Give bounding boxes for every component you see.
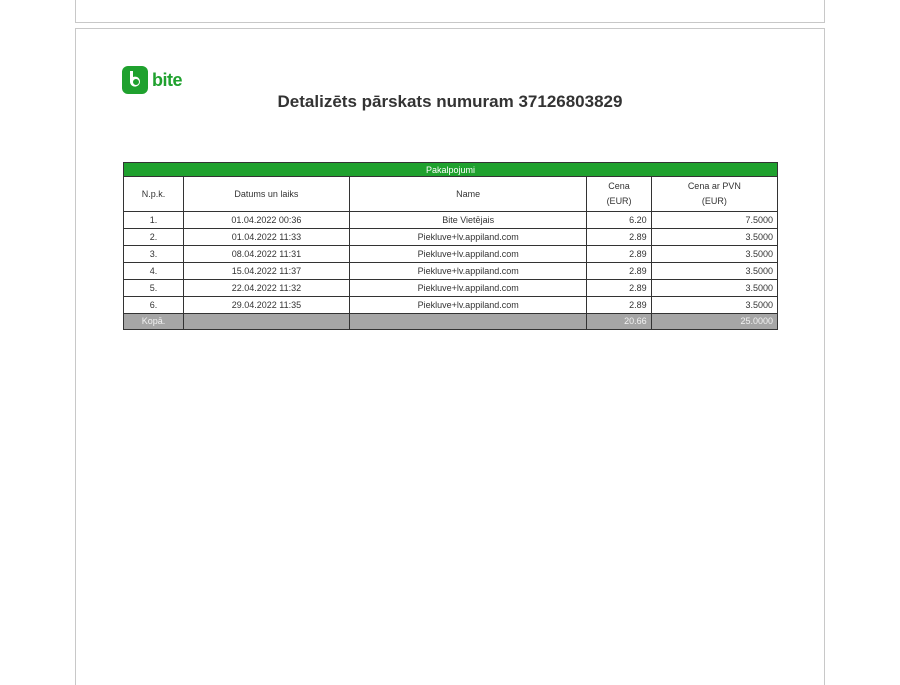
cell-price: 2.89 [587, 246, 651, 263]
table-row [124, 297, 778, 314]
cell-datetime: 01.04.2022 11:33 [183, 229, 349, 246]
cell-datetime: 01.04.2022 00:36 [183, 212, 349, 229]
cell-price: 2.89 [587, 297, 651, 314]
cell-datetime: 08.04.2022 11:31 [183, 246, 349, 263]
total-price-vat: 25.0000 [651, 314, 777, 330]
table-row [124, 212, 778, 229]
cell-datetime: 22.04.2022 11:32 [183, 280, 349, 297]
section-title: Pakalpojumi [124, 163, 778, 177]
section-header-row [124, 163, 778, 177]
cell-price-vat: 3.5000 [651, 229, 777, 246]
cell-datetime: 15.04.2022 11:37 [183, 263, 349, 280]
column-header-row [124, 177, 778, 212]
services-table [123, 162, 778, 330]
table-row [124, 280, 778, 297]
cell-name: Piekluve+lv.appiland.com [349, 246, 587, 263]
column-header-price-vat: Cena ar PVN (EUR) [651, 177, 777, 212]
cell-price-vat: 3.5000 [651, 280, 777, 297]
column-header-name: Name [349, 177, 587, 212]
report-title: Detalizēts pārskats numuram 37126803829 [277, 92, 623, 111]
logo-text: bite [152, 69, 183, 90]
cell-price: 6.20 [587, 212, 651, 229]
cell-npk: 3. [124, 246, 184, 263]
cell-price-vat: 7.5000 [651, 212, 777, 229]
total-empty-cell [183, 314, 349, 330]
table-row [124, 246, 778, 263]
cell-name: Piekluve+lv.appiland.com [349, 297, 587, 314]
cell-price: 2.89 [587, 280, 651, 297]
cell-npk: 5. [124, 280, 184, 297]
cell-price-vat: 3.5000 [651, 246, 777, 263]
cell-price: 2.89 [587, 229, 651, 246]
column-header-datetime: Datums un laiks [183, 177, 349, 212]
total-price: 20.66 [587, 314, 651, 330]
cell-datetime: 29.04.2022 11:35 [183, 297, 349, 314]
cell-name: Piekluve+lv.appiland.com [349, 280, 587, 297]
cell-name: Bite Vietējais [349, 212, 587, 229]
cell-npk: 4. [124, 263, 184, 280]
cell-price-vat: 3.5000 [651, 297, 777, 314]
cell-npk: 1. [124, 212, 184, 229]
cell-price-vat: 3.5000 [651, 263, 777, 280]
bite-logo-icon [122, 66, 148, 94]
total-label: Kopā. [124, 314, 184, 330]
table-row [124, 263, 778, 280]
total-row [124, 314, 778, 330]
cell-npk: 2. [124, 229, 184, 246]
column-header-price: Cena (EUR) [587, 177, 651, 212]
bite-logo [122, 65, 182, 95]
total-empty-cell [349, 314, 587, 330]
cell-price: 2.89 [587, 263, 651, 280]
previous-page [75, 0, 825, 23]
document-page [75, 28, 825, 685]
cell-name: Piekluve+lv.appiland.com [349, 229, 587, 246]
column-header-npk: N.p.k. [124, 177, 184, 212]
cell-npk: 6. [124, 297, 184, 314]
table-row [124, 229, 778, 246]
cell-name: Piekluve+lv.appiland.com [349, 263, 587, 280]
